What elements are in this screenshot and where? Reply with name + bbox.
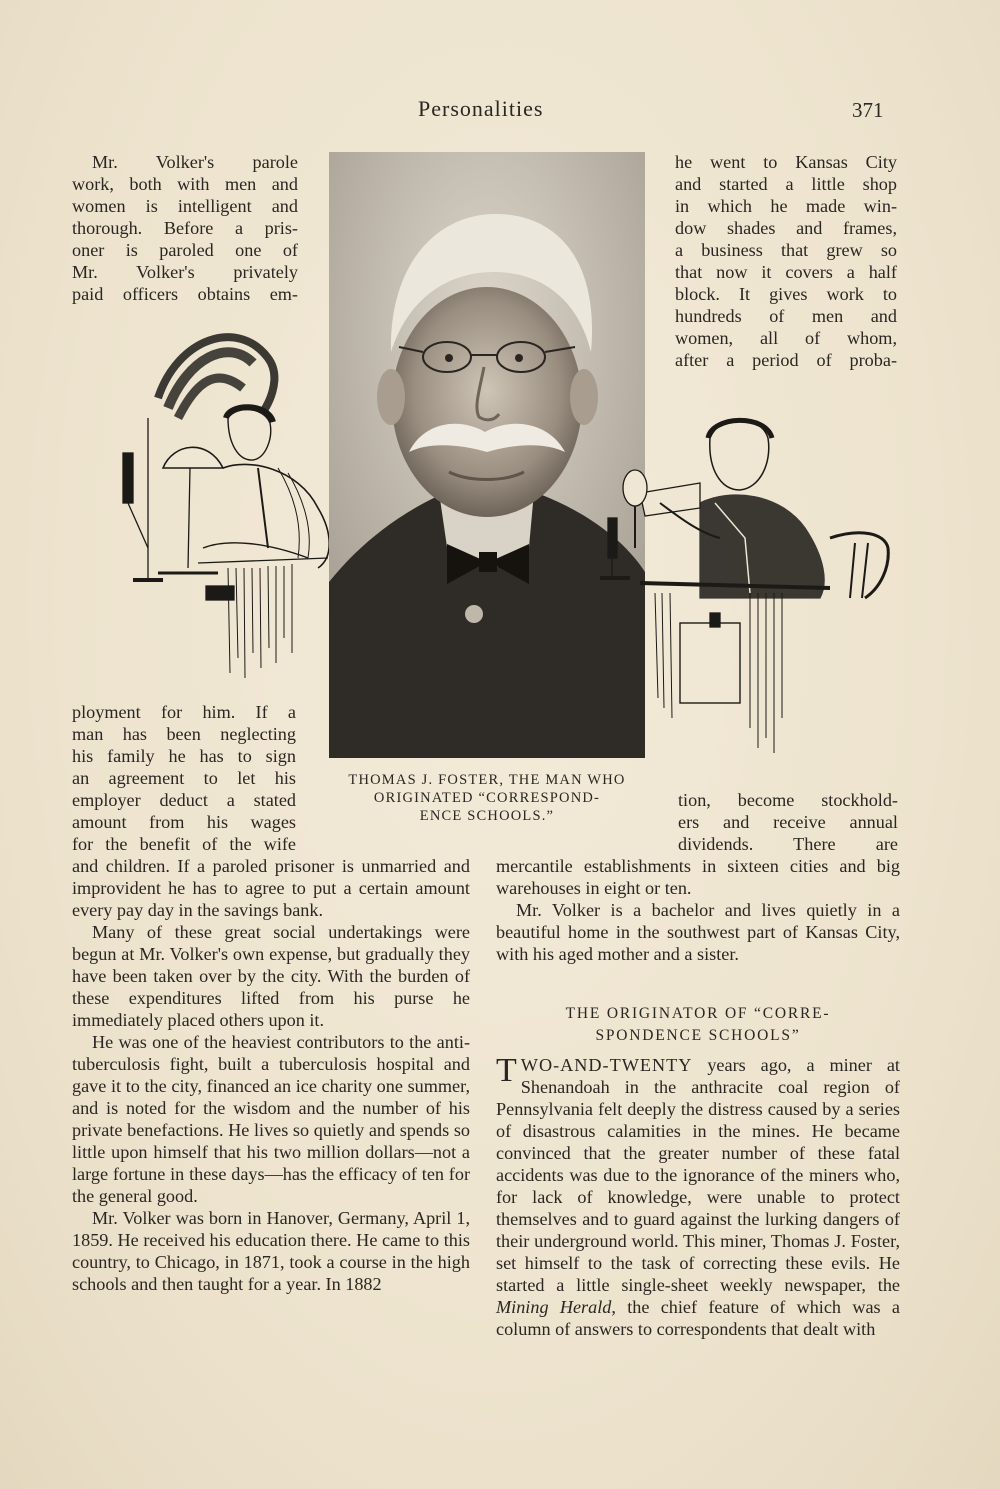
paragraph: Mr. Volker is a bachelor and lives quietly in a beautiful home in the southwest part of Kansas City, with his aged mother and a sister. xyxy=(496,900,900,964)
text-line: dividends. There are xyxy=(678,834,898,854)
text-line: his family he has to sign xyxy=(72,746,296,766)
text-line: thorough. Before a pris- xyxy=(72,218,298,238)
text-line: a business that grew so xyxy=(675,240,897,260)
heading-line: THE ORIGINATOR OF “CORRE- xyxy=(565,1005,831,1022)
text-line: and started a little shop xyxy=(675,174,897,194)
header-title: Personalities xyxy=(418,96,544,121)
text-line: ployment for him. If a xyxy=(72,702,296,722)
paragraph: mercantile establishments in sixteen cities and big warehouses in eight or ten. xyxy=(496,856,900,898)
right-bottom-text xyxy=(496,855,900,965)
text-line: for the benefit of the wife xyxy=(72,834,296,854)
text-line: tion, become stockhold- xyxy=(678,790,898,810)
text-line: in which he made win- xyxy=(675,196,897,216)
text-line: oner is paroled one of xyxy=(72,240,298,260)
text-line: Mr. Volker's parole xyxy=(92,152,298,172)
text-line: that now it covers a half xyxy=(675,262,897,282)
section-heading xyxy=(496,1003,900,1047)
portrait-photo xyxy=(329,152,645,758)
body-text: years ago, a miner at Shenandoah in the anthracite coal region of Pennsylvania felt deeply the distress caused by a series of disastrous calamities in the mines. He became convinced that the greater number of these fatal accidents was due to the ignorance of the miners who, for lack of knowledge, were unable to protect themselves and to guard against the lurking dangers of their underground world. This miner, Thomas J. Foster, set himself to the task of correcting these evils. He started a little single-sheet weekly newspaper, the xyxy=(496,1055,900,1295)
body-text-end: , the chief feature of which was a column of answers to correspondents that dealt with xyxy=(496,1297,900,1339)
left-top-text xyxy=(72,151,298,305)
text-line: ers and receive annual xyxy=(678,812,898,832)
left-mid-text xyxy=(72,701,296,855)
left-bottom-text xyxy=(72,855,470,1295)
right-top-text xyxy=(675,151,897,371)
photo-caption xyxy=(322,771,652,825)
text-line: hundreds of men and xyxy=(675,306,897,326)
desk-clerk-illustration xyxy=(600,408,892,758)
paragraph: and children. If a paroled prisoner is unmarried and improvident he has to agree to put a certain amount every pay day in the savings bank. xyxy=(72,856,470,920)
text-line: an agreement to let his xyxy=(72,768,296,788)
portrait-image xyxy=(329,152,645,758)
drop-cap: T xyxy=(496,1052,517,1089)
caption-line: ORIGINATED “CORRESPOND- xyxy=(373,790,601,806)
lead-caps: WO-AND-TWENTY xyxy=(520,1055,693,1075)
caption-line: ENCE SCHOOLS.” xyxy=(419,808,555,824)
text-line: women, all of whom, xyxy=(675,328,897,348)
caption-line: THOMAS J. FOSTER, THE MAN WHO xyxy=(348,772,626,788)
text-line: amount from his wages xyxy=(72,812,296,832)
section-body xyxy=(496,1054,900,1340)
text-line: man has been neglecting xyxy=(72,724,296,744)
paragraph: Many of these great social undertakings were begun at Mr. Volker's own expense, but gradually they have been taken over by the city. With the burden of these expenditures lifted from his purse he immediately placed others upon it. xyxy=(72,922,470,1030)
text-line: work, both with men and xyxy=(72,174,298,194)
newspaper-title: Mining Herald xyxy=(496,1297,612,1317)
paragraph: Mr. Volker was born in Hanover, Germany, April 1, 1859. He received his education there. He came to this country, to Chicago, in 1871, took a course in the high schools and then taught for a year. In 1882 xyxy=(72,1208,470,1294)
right-mid-text xyxy=(678,789,898,855)
text-line: dow shades and frames, xyxy=(675,218,897,238)
text-line: after a period of proba- xyxy=(675,350,897,370)
text-line: he went to Kansas City xyxy=(675,152,897,172)
text-line: women is intelligent and xyxy=(72,196,298,216)
running-header xyxy=(0,96,1000,126)
paragraph: He was one of the heaviest contributors to the anti-tuberculosis fight, built a tuberculosis hospital and gave it to the city, financed an ice charity one summer, and is noted for the wisdom and the number of his private benefactions. He lives so quietly and spends so little upon himself that his two million dollars—not a large fortune in these days—has the efficacy of ten for the general good. xyxy=(72,1032,470,1206)
section-paragraph xyxy=(496,1054,900,1340)
text-line: paid officers obtains em- xyxy=(72,284,298,304)
heading-line: SPONDENCE SCHOOLS” xyxy=(595,1027,801,1044)
desk-man-illustration xyxy=(118,318,340,680)
text-line: Mr. Volker's privately xyxy=(72,262,298,282)
text-line: employer deduct a stated xyxy=(72,790,296,810)
page-number: 371 xyxy=(852,98,884,122)
text-line: block. It gives work to xyxy=(675,284,897,304)
